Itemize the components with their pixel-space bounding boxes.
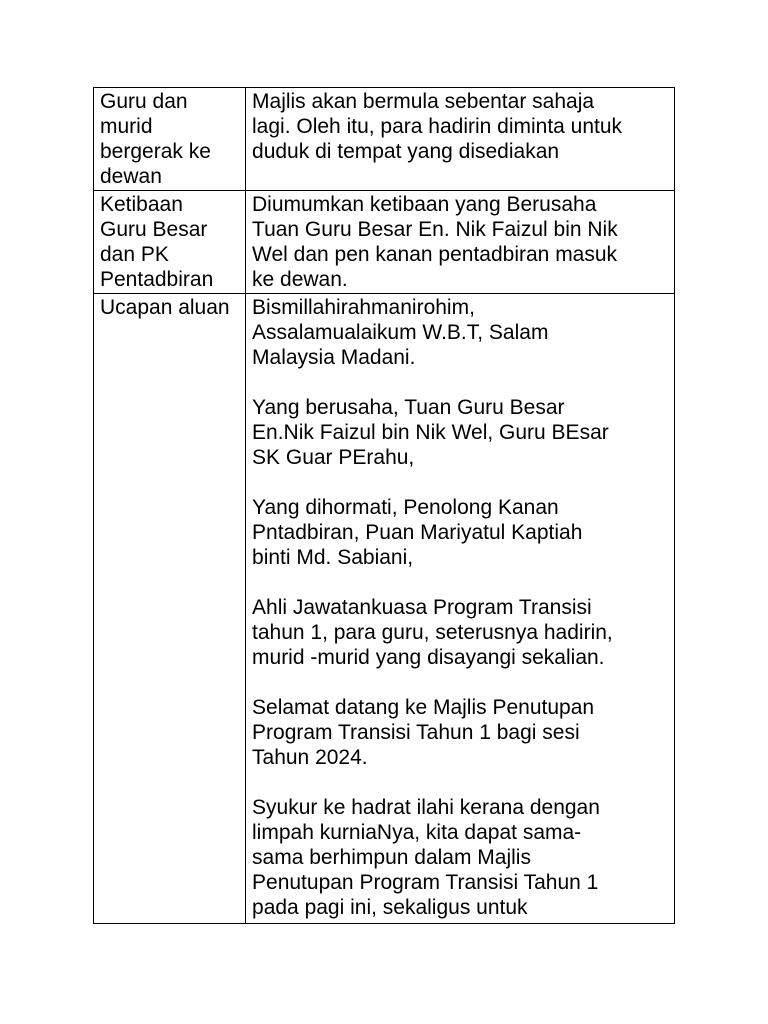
cell-line: Ucapan aluan [100,296,230,319]
activity-cell [94,88,246,191]
cell-line: binti Md. Sabiani, [252,546,414,569]
activity-cell [94,294,246,924]
program-table [93,87,675,924]
paragraph-gap [252,470,670,495]
cell-line: dewan [100,165,162,188]
cell-line: Penutupan Program Transisi Tahun 1 [252,871,599,894]
paragraph [252,495,670,570]
cell-line: Bismillahirahmanirohim, [252,296,475,319]
table-row [94,294,675,924]
cell-line: dan PK [100,243,169,266]
cell-line: lagi. Oleh itu, para hadirin diminta untuk [252,115,623,138]
cell-line: SK Guar PErahu, [252,446,415,469]
cell-line: tahun 1, para guru, seterusnya hadirin, [252,621,613,644]
cell-line: Wel dan pen kanan pentadbiran masuk [252,243,618,266]
cell-line: Guru dan [100,90,188,113]
paragraph-gap [252,370,670,395]
cell-line: Program Transisi Tahun 1 bagi sesi [252,721,580,744]
cell-line: Selamat datang ke Majlis Penutupan [252,696,595,719]
cell-line: Pntadbiran, Puan Mariyatul Kaptiah [252,521,583,544]
cell-line: Majlis akan bermula sebentar sahaja [252,90,595,113]
cell-line: Diumumkan ketibaan yang Berusaha [252,193,597,216]
cell-line: Tahun 2024. [252,746,368,769]
paragraph [252,395,670,470]
paragraph-gap [252,770,670,795]
cell-line: Pentadbiran [100,268,214,291]
paragraph [252,795,670,920]
cell-line: Assalamualaikum W.B.T, Salam [252,321,549,344]
cell-line: Syukur ke hadrat ilahi kerana dengan [252,796,600,819]
cell-line: Ahli Jawatankuasa Program Transisi [252,596,592,619]
paragraph [252,595,670,670]
paragraph [252,295,670,370]
cell-line: Ketibaan [100,193,183,216]
paragraph-gap [252,570,670,595]
cell-line: duduk di tempat yang disediakan [252,140,560,163]
paragraph-gap [252,670,670,695]
cell-line: murid -murid yang disayangi sekalian. [252,646,605,669]
paragraph [252,695,670,770]
script-cell [246,88,675,191]
table-row [94,191,675,294]
cell-line: Yang dihormati, Penolong Kanan [252,496,559,519]
cell-line: Malaysia Madani. [252,346,416,369]
cell-line: ke dewan. [252,268,348,291]
cell-line: pada pagi ini, sekaligus untuk [252,896,528,919]
table-row [94,88,675,191]
cell-line: En.Nik Faizul bin Nik Wel, Guru BEsar [252,421,609,444]
cell-line: murid [100,115,153,138]
cell-line: Tuan Guru Besar En. Nik Faizul bin Nik [252,218,618,241]
script-cell [246,294,675,924]
cell-line: Guru Besar [100,218,208,241]
activity-cell [94,191,246,294]
cell-line: sama berhimpun dalam Majlis [252,846,531,869]
script-cell [246,191,675,294]
cell-line: Yang berusaha, Tuan Guru Besar [252,396,565,419]
cell-line: bergerak ke [100,140,211,163]
cell-line: limpah kurniaNya, kita dapat sama- [252,821,582,844]
